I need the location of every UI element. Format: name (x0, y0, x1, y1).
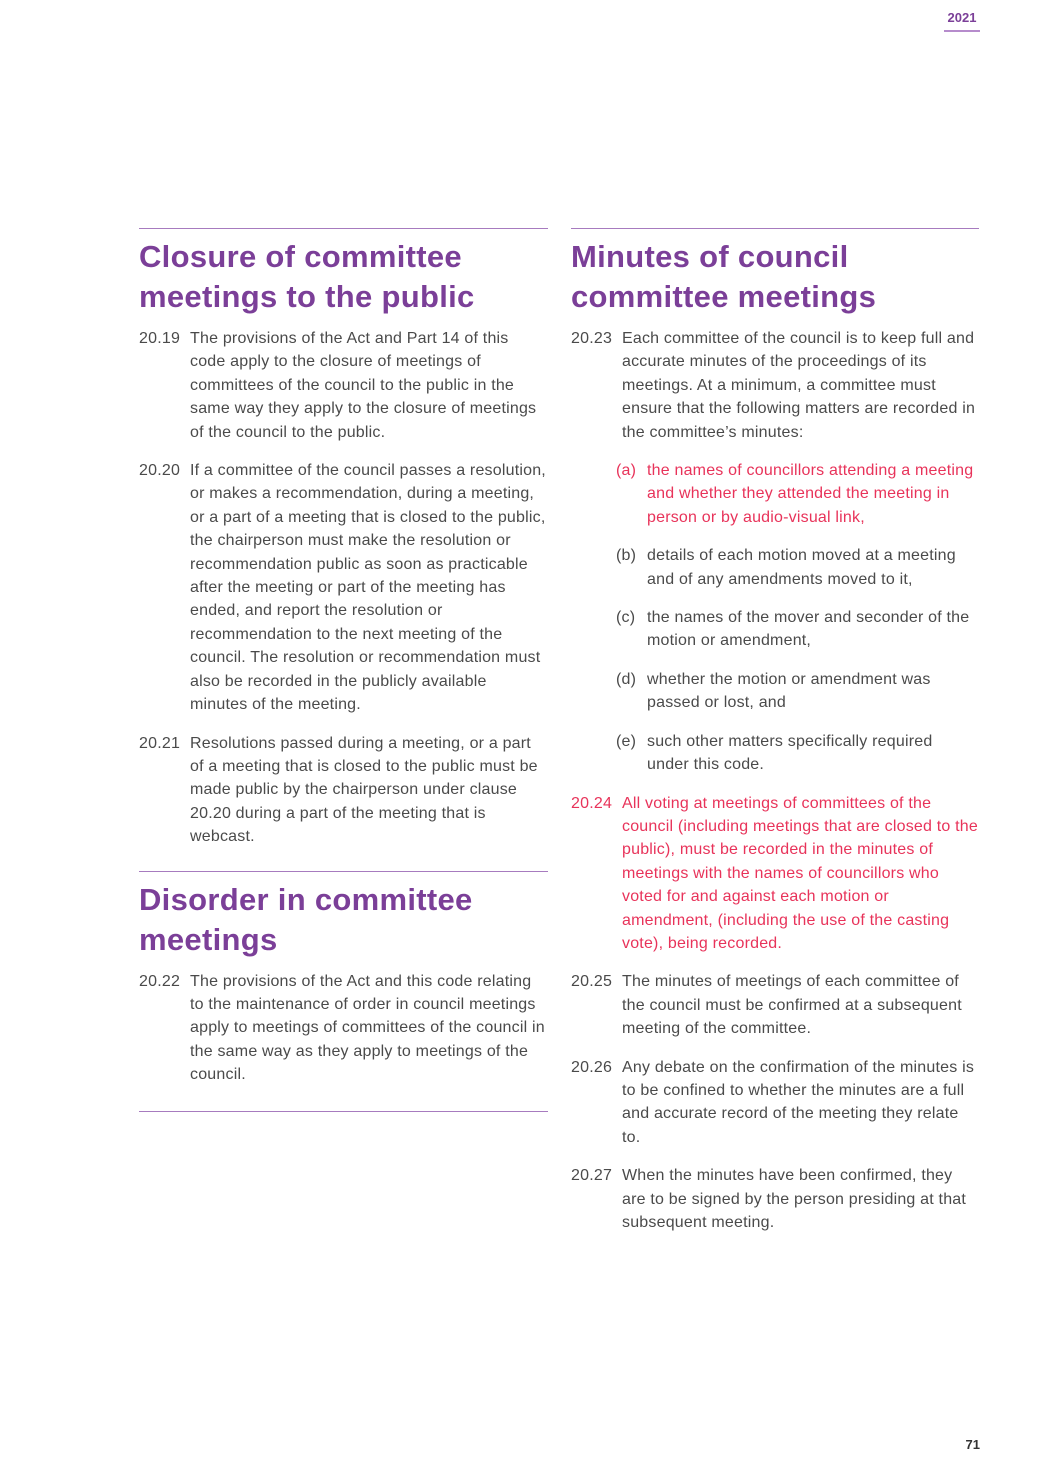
clause-20-22 (139, 970, 548, 1087)
clause-20-23 (571, 327, 979, 444)
clause-20-21 (139, 732, 548, 849)
clause-20-25 (571, 970, 979, 1040)
subclause-letter: (c) (616, 609, 636, 627)
clause-number: 20.26 (571, 1058, 613, 1076)
subclause-a (571, 459, 979, 529)
subclause-b (571, 544, 979, 591)
clause-number: 20.27 (571, 1167, 613, 1185)
subclause-letter: (a) (616, 462, 637, 480)
subclause-c (571, 606, 979, 653)
clause-20-27 (571, 1164, 979, 1234)
year-label: 2021 (944, 10, 980, 32)
clause-number: 20.21 (139, 734, 181, 752)
clause-number: 20.19 (139, 330, 181, 347)
section-disorder (139, 871, 548, 1087)
clause-number: 20.20 (139, 462, 181, 480)
clause-20-20 (139, 459, 548, 716)
subclause-text: the names of councillors attending a meeting and whether they attended the meeting in person or by audio-visual link, (647, 462, 974, 526)
subclause-letter: (b) (616, 547, 637, 565)
clause-20-24 (571, 792, 979, 956)
clause-text: Any debate on the confirmation of the minutes is to be confined to whether the minutes are a full and accurate record of the meeting they relate to. (622, 1058, 975, 1146)
subclause-text: whether the motion or amendment was passed or lost, and (647, 670, 931, 712)
clause-text: Each committee of the council is to keep full and accurate minutes of the proceedings of its meetings. At a minimum, a committee must ensure that the following matters are recorded in the committee’s minutes: (622, 330, 976, 441)
subclause-e (571, 730, 979, 777)
left-column (139, 228, 548, 1112)
clause-number: 20.22 (139, 972, 181, 990)
clause-number: 20.23 (571, 330, 613, 347)
subclause-letter: (d) (616, 670, 637, 688)
section-closure (139, 228, 548, 849)
clause-20-19 (139, 327, 548, 444)
clause-number: 20.24 (571, 794, 613, 812)
right-column (571, 228, 979, 1249)
clause-text: The minutes of meetings of each committee of the council must be confirmed at a subsequent meeting of the committee. (622, 973, 962, 1038)
clause-text: If a committee of the council passes a resolution, or makes a recommendation, during a meeting, or a part of a meeting that is closed to the public, the chairperson must make the resolution or recommendation public as soon as practicable after the meeting or part of the meeting has ended, and report the resolution or recommendation to the next meeting of the council. The resolution or recommendation must also be recorded in the publicly available minutes of the meeting. (190, 462, 546, 714)
heading-disorder: Disorder in committee meetings (139, 881, 473, 957)
clause-20-26 (571, 1056, 979, 1150)
section-minutes (571, 228, 979, 1234)
subclause-text: the names of the mover and seconder of the motion or amendment, (647, 609, 970, 650)
clause-number: 20.25 (571, 973, 613, 991)
clause-text: The provisions of the Act and this code relating to the maintenance of order in council meetings apply to meetings of committees of the council in the same way as they apply to meetings of the council. (190, 972, 545, 1084)
clause-text: All voting at meetings of committees of the council (including meetings that are closed to the public), must be recorded in the minutes of meetings with the names of councillors who voted for and against each motion or amendment, (including the use of the casting vote), being recorded. (622, 794, 978, 952)
clause-text: Resolutions passed during a meeting, or a part of a meeting that is closed to the public must be made public by the chairperson under clause 20.20 during a part of the meeting that is webcast. (190, 734, 538, 846)
page-number: 71 (965, 1437, 980, 1452)
heading-minutes: Minutes of council committee meetings (571, 239, 877, 314)
subclause-text: such other matters specifically required under this code. (647, 732, 933, 774)
subclause-letter: (e) (616, 732, 637, 750)
clause-text: When the minutes have been confirmed, they are to be signed by the person presiding at that subsequent meeting. (622, 1167, 967, 1231)
subclause-text: details of each motion moved at a meeting and of any amendments moved to it, (647, 547, 956, 588)
heading-closure: Closure of committee meetings to the public (139, 239, 475, 314)
subclause-d (571, 668, 979, 715)
clause-text: The provisions of the Act and Part 14 of this code apply to the closure of meetings of committees of the council to the public in the same way they apply to the closure of meetings of the council to the public. (190, 330, 537, 441)
section-divider (139, 1111, 548, 1112)
